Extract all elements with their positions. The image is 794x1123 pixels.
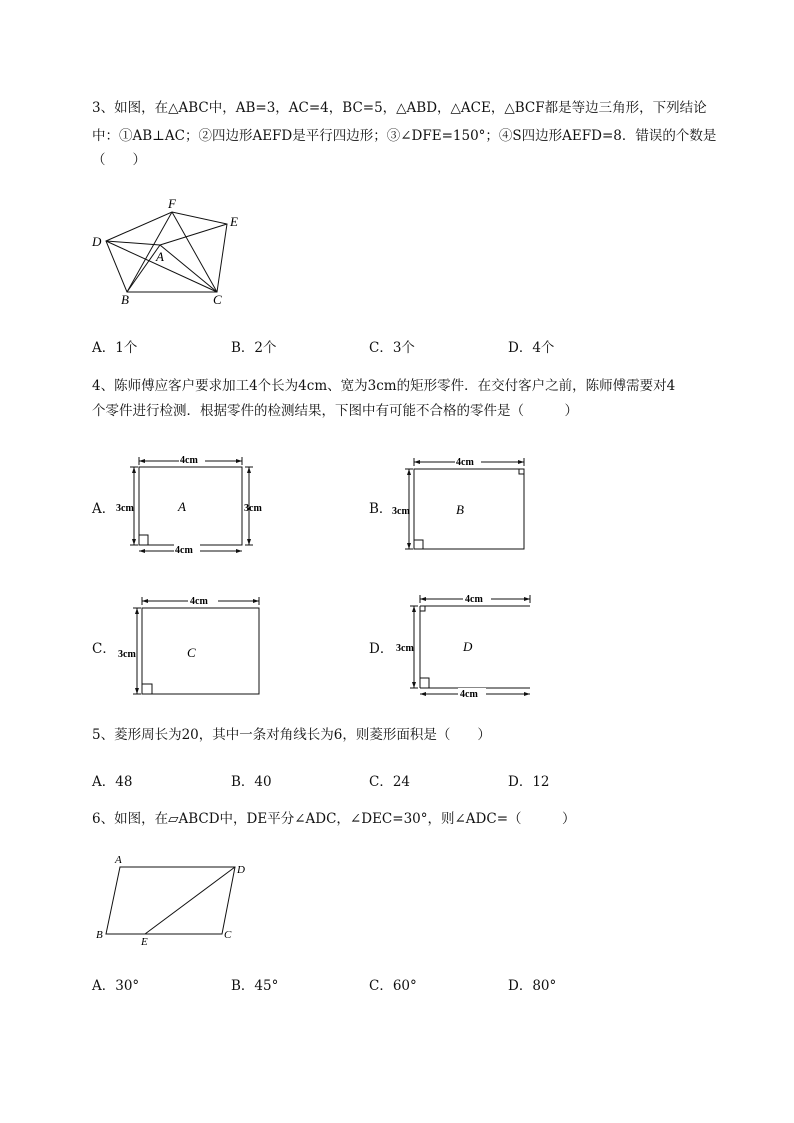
q4-option-c[interactable]: C． xyxy=(92,641,116,657)
q4-option-a[interactable]: A． xyxy=(92,501,116,517)
q3-label-C: C xyxy=(213,292,222,307)
q4d-bottom-label: 4cm xyxy=(460,689,478,700)
q6-figure xyxy=(90,852,250,948)
q4b-top-label: 4cm xyxy=(456,457,474,468)
q4a-top-label: 4cm xyxy=(180,455,198,466)
q3-label-E: E xyxy=(230,214,238,229)
q5-option-b[interactable]: B．40 xyxy=(231,774,272,790)
q5-option-c[interactable]: C．24 xyxy=(369,774,411,790)
q4d-top-label: 4cm xyxy=(465,594,483,605)
q6-option-a[interactable]: A．30° xyxy=(92,978,140,994)
q3-line1: 3、如图，在△ABC中，AB=3，AC=4，BC=5，△ABD，△ACE，△BCF都是等边三角形，下列结论 xyxy=(92,100,707,116)
q4-option-b[interactable]: B． xyxy=(369,501,393,517)
q3-option-d[interactable]: D．4个 xyxy=(508,340,555,356)
q3-option-b[interactable]: B．2个 xyxy=(231,340,277,356)
q3-option-a[interactable]: A．1个 xyxy=(92,340,138,356)
q6-line1: 6、如图，在▱ABCD中，DE平分∠ADC，∠DEC=30°，则∠ADC=（ ） xyxy=(92,811,576,827)
q6-label-A: A xyxy=(115,854,122,866)
q4-option-d[interactable]: D． xyxy=(369,641,394,657)
q4c-name: C xyxy=(187,645,196,660)
q3-figure xyxy=(85,190,255,315)
q6-label-C: C xyxy=(224,929,232,941)
q4c-left-label: 3cm xyxy=(118,649,136,660)
q3-label-F: F xyxy=(168,196,176,211)
q6-option-b[interactable]: B．45° xyxy=(231,978,279,994)
q4d-name: D xyxy=(463,639,473,654)
q6-label-E: E xyxy=(141,936,148,948)
q3-label-B: B xyxy=(121,292,129,307)
q5-option-a[interactable]: A．48 xyxy=(92,774,133,790)
q4b-name: B xyxy=(456,502,464,517)
q3-label-D: D xyxy=(92,234,102,249)
q6-option-c[interactable]: C．60° xyxy=(369,978,417,994)
q3-line2: 中：①AB⊥AC；②四边形AEFD是平行四边形；③∠DFE=150°；④S四边形AEFD=8．错误的个数是 xyxy=(92,128,717,144)
q6-label-B: B xyxy=(96,929,103,941)
q4b-left-label: 3cm xyxy=(392,506,410,517)
q4-figure-a xyxy=(110,450,270,560)
q4-figure-c xyxy=(110,590,270,700)
q4-figure-b xyxy=(385,450,535,560)
q4d-left-label: 3cm xyxy=(396,643,414,654)
q5-option-d[interactable]: D．12 xyxy=(508,774,550,790)
q4-line1: 4、陈师傅应客户要求加工4个长为4cm、宽为3cm的矩形零件．在交付客户之前，陈师傅需要对4 xyxy=(92,378,676,394)
q3-option-c[interactable]: C．3个 xyxy=(369,340,415,356)
q5-line1: 5、菱形周长为20，其中一条对角线长为6，则菱形面积是（ ） xyxy=(92,727,491,743)
q4-line2: 个零件进行检测．根据零件的检测结果，下图中有可能不合格的零件是（ ） xyxy=(92,403,578,419)
q3-line3: （ ） xyxy=(92,152,146,168)
q4a-left-label: 3cm xyxy=(116,503,134,514)
q4c-top-label: 4cm xyxy=(190,596,208,607)
q4a-name: A xyxy=(178,499,186,514)
q6-option-d[interactable]: D．80° xyxy=(508,978,557,994)
q4-figure-d xyxy=(385,588,545,700)
q4a-bottom-label: 4cm xyxy=(175,545,193,556)
q6-label-D: D xyxy=(237,864,245,876)
q3-label-A: A xyxy=(156,249,164,264)
q4a-right-label: 3cm xyxy=(244,503,262,514)
